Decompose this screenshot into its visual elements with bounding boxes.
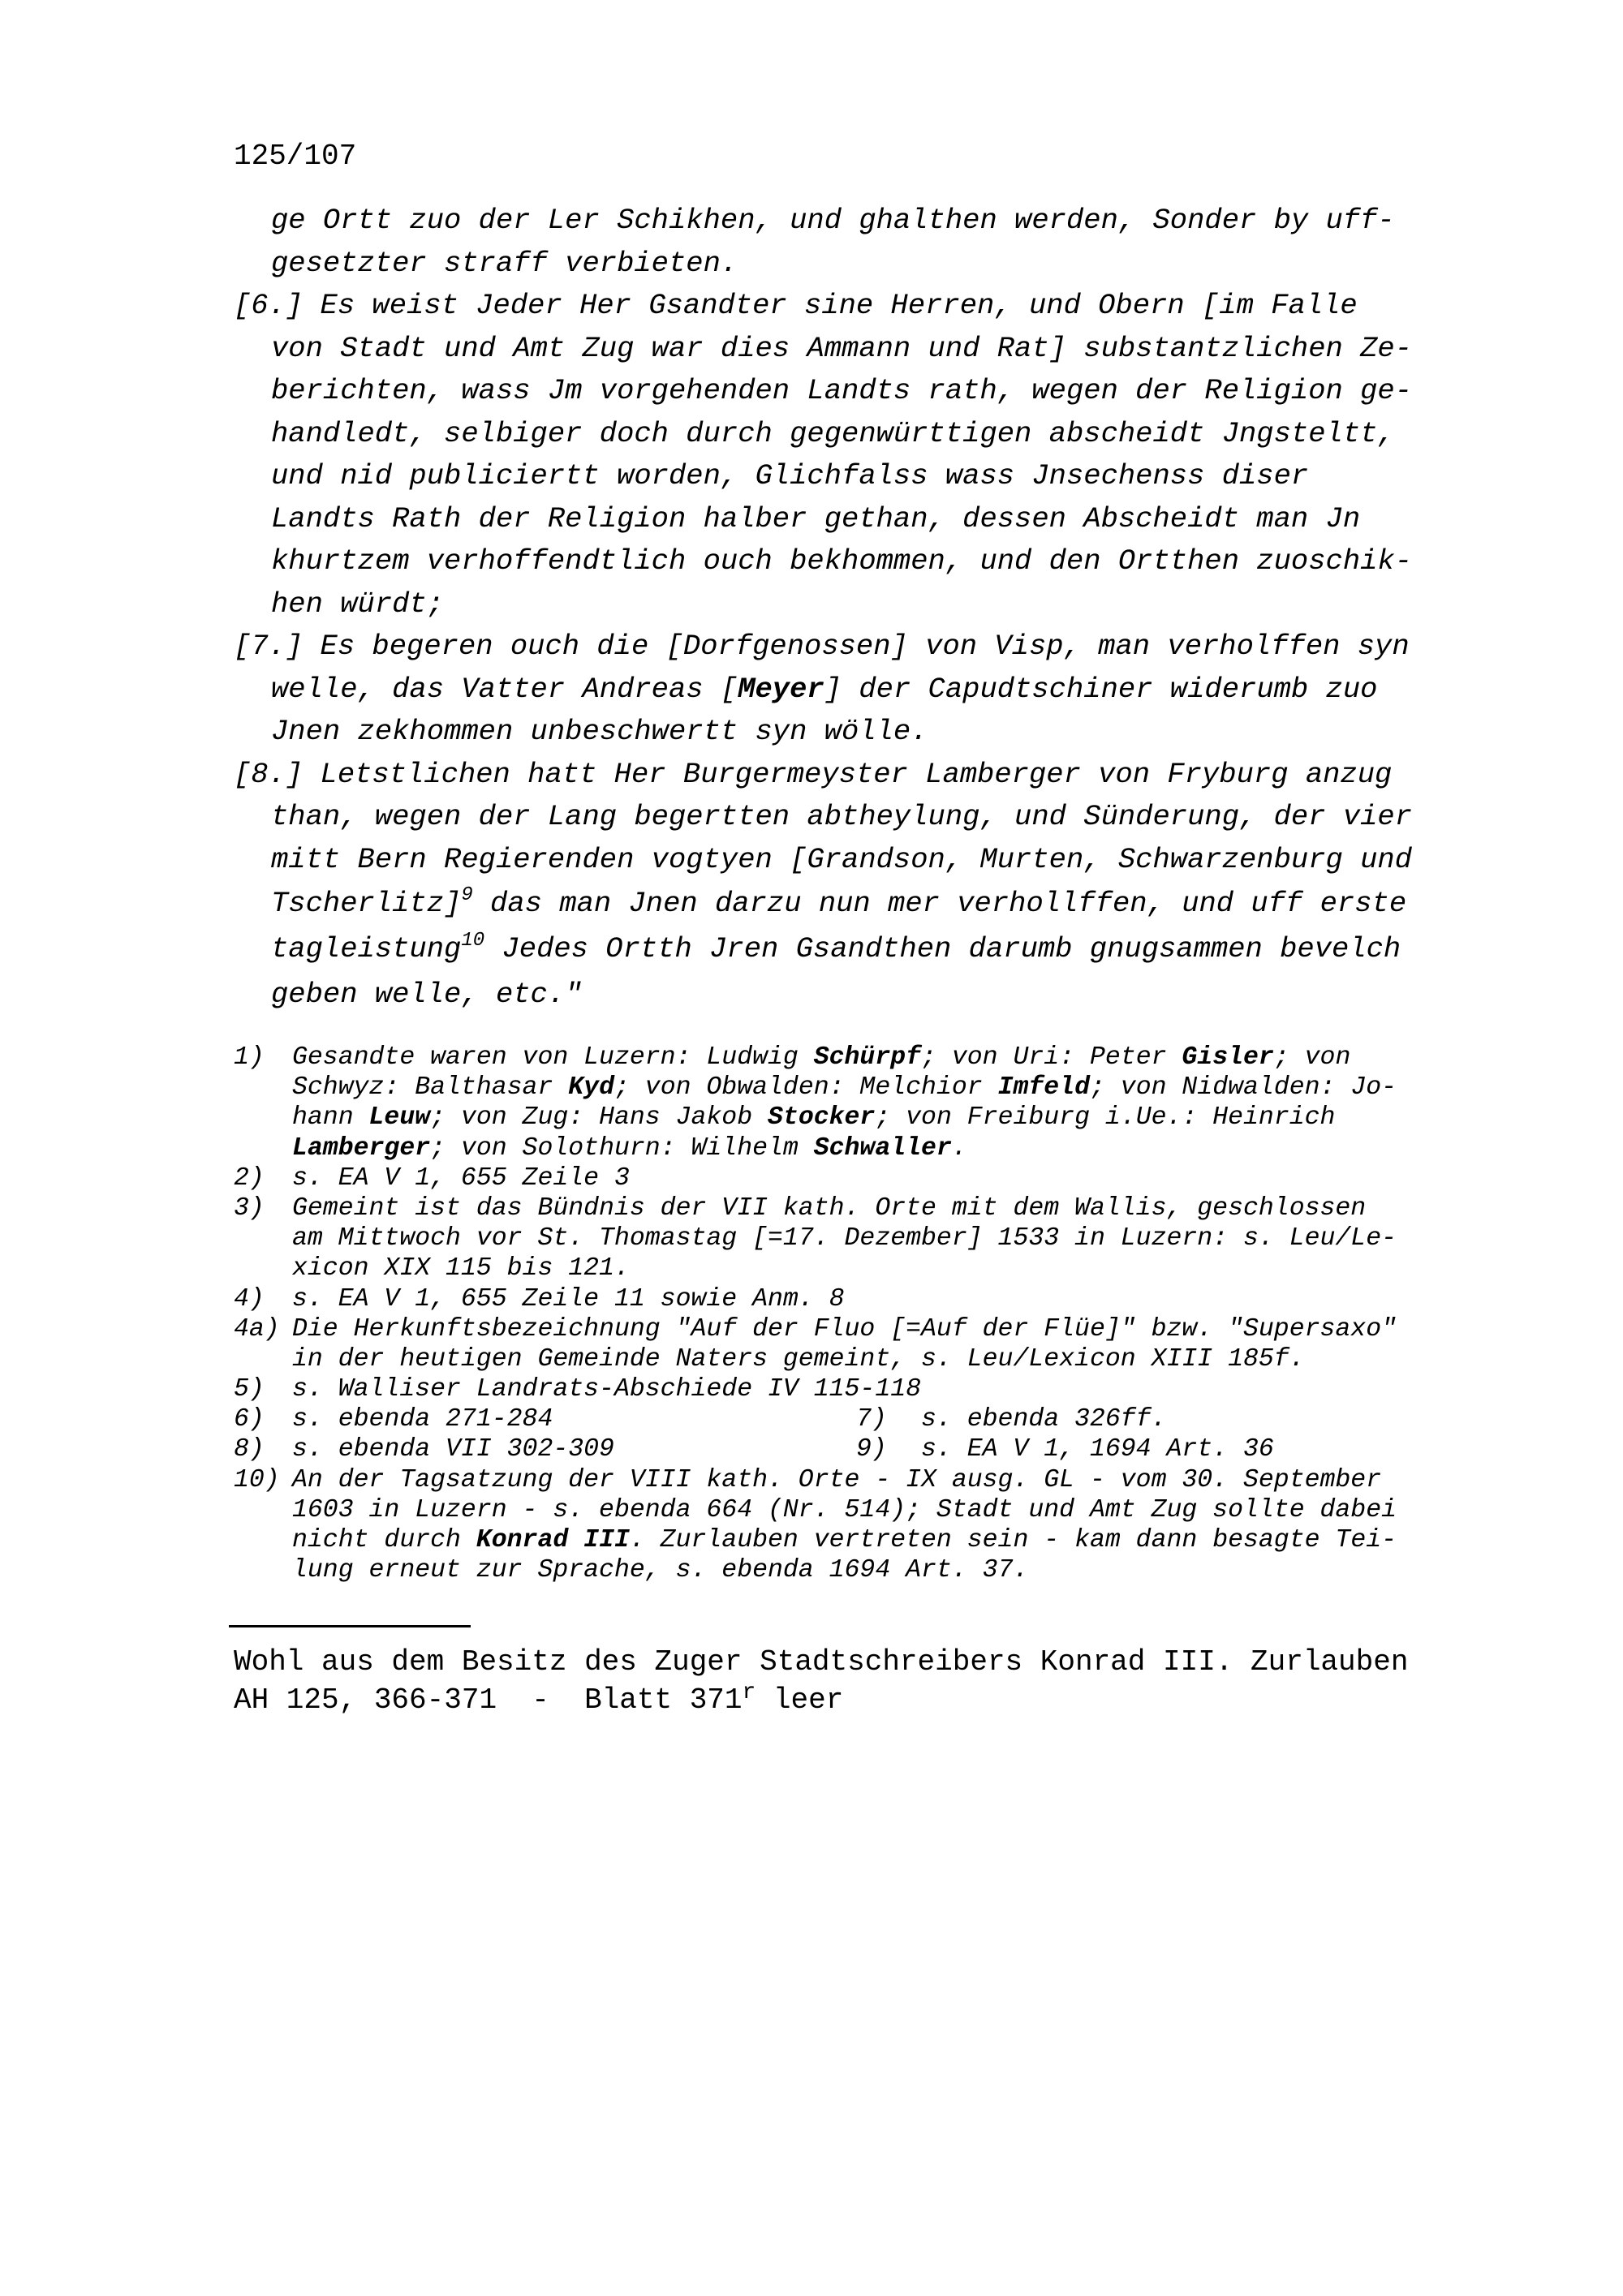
- text-run: ] der Capudtschiner widerumb zuo: [824, 672, 1378, 706]
- body-line: [234, 285, 1500, 328]
- footnote-text: [921, 1434, 1274, 1464]
- text-run: s. EA V 1, 655 Zeile 11 sowie Anm. 8: [292, 1284, 845, 1314]
- footnote-number: 10): [234, 1465, 280, 1494]
- footnote-line: [234, 1374, 1500, 1404]
- body-line: [234, 243, 1500, 286]
- text-run: mitt Bern Regierenden vogtyen [Grandson, Murten, Schwarzenburg und: [271, 842, 1413, 876]
- text-run: s. ebenda 326ff.: [921, 1405, 1167, 1434]
- footnote-line: [234, 1043, 1500, 1073]
- source-note-reference: AH 125, 366-371 - Blatt 371: [234, 1683, 743, 1717]
- footnote-line: [234, 1314, 1500, 1344]
- text-run: Die Herkunftsbezeichnung "Auf der Fluo [=Auf der Flüe]" bzw. "Supersaxo": [292, 1314, 1397, 1344]
- bold-name: Imfeld: [997, 1073, 1090, 1103]
- footnote-text: [292, 1253, 630, 1283]
- text-run: 1603 in Luzern - s. ebenda 664 (Nr. 514); Stadt und Amt Zug sollte dabei: [292, 1495, 1397, 1524]
- source-note-status: leer: [756, 1683, 844, 1717]
- footnote-text: [292, 1073, 1397, 1103]
- text-run: lung erneut zur Sprache, s. ebenda 1694 Art. 37.: [292, 1556, 1029, 1585]
- text-run: tagleistung: [271, 932, 462, 965]
- text-run: welle, das Vatter Andreas [: [271, 672, 738, 706]
- footnote-text: [292, 1223, 1397, 1253]
- footnote-text: [292, 1103, 1335, 1133]
- text-run: das man Jnen darzu nun mer verhollffen, und uff erste: [472, 887, 1407, 920]
- footnote-text: [292, 1344, 1305, 1374]
- body-line: [234, 583, 1500, 626]
- footnote-line: [234, 1434, 1500, 1464]
- footnote-text: [292, 1193, 1366, 1223]
- footnote-line: [234, 1525, 1500, 1555]
- footnotes: [234, 1043, 1500, 1585]
- text-run: [7.] Es begeren ouch die [Dorfgenossen] von Visp, man verholffen syn: [234, 630, 1410, 663]
- text-run: hann: [292, 1103, 369, 1133]
- text-run: ; von Uri: Peter: [921, 1043, 1182, 1072]
- text-run: ; von Nidwalden: Jo-: [1089, 1073, 1397, 1103]
- footnote-number: 8): [234, 1435, 265, 1464]
- footnote-line: [234, 1103, 1500, 1133]
- text-run: handledt, selbiger doch durch gegenwürttigen abscheidt Jngsteltt,: [271, 416, 1395, 450]
- bold-name: Kyd: [568, 1073, 614, 1103]
- text-run: ; von Zug: Hans Jakob: [430, 1103, 768, 1133]
- text-run: hen würdt;: [271, 587, 445, 621]
- text-run: Jedes Ortth Jren Gsandthen darumb gnugsammen bevelch: [484, 932, 1401, 965]
- text-run: [8.] Letstlichen hatt Her Burgermeyster Lamberger von Fryburg anzug: [234, 757, 1393, 791]
- footnote-text: [292, 1133, 967, 1163]
- body-line: [234, 754, 1500, 797]
- text-run: Gemeint ist das Bündnis der VII kath. Orte mit dem Wallis, geschlossen: [292, 1193, 1367, 1223]
- footnote-line: [234, 1284, 1500, 1314]
- footnote-text: [292, 1465, 1381, 1495]
- text-run: s. ebenda 271-284: [292, 1405, 553, 1434]
- body-line: [234, 455, 1500, 498]
- body-line: [234, 972, 1500, 1017]
- source-note-line-1: Wohl aus dem Besitz des Zuger Stadtschreibers Konrad III. Zurlauben: [234, 1645, 1409, 1679]
- body-line: [234, 839, 1500, 882]
- text-run: am Mittwoch vor St. Thomastag [=17. Dezember] 1533 in Luzern: s. Leu/Le-: [292, 1224, 1397, 1253]
- footnote-text: [292, 1555, 1028, 1585]
- text-run: ge Ortt zuo der Ler Schikhen, und ghalthen werden, Sonder by uff-: [271, 204, 1395, 237]
- text-run: und nid publiciertt worden, Glichfalss wass Jnsechenss diser: [271, 459, 1309, 492]
- text-run: An der Tagsatzung der VIII kath. Orte - IX ausg. GL - vom 30. September: [292, 1465, 1382, 1494]
- text-run: ; von Obwalden: Melchior: [613, 1073, 998, 1103]
- body-line: [234, 498, 1500, 541]
- source-note-recto-superscript: r: [742, 1680, 756, 1705]
- body-line: [234, 796, 1500, 839]
- text-run: s. Walliser Landrats-Abschiede IV 115-118: [292, 1375, 922, 1404]
- text-run: ; von Solothurn: Wilhelm: [430, 1133, 814, 1163]
- text-run: Schwyz: Balthasar: [292, 1073, 569, 1103]
- footnote-number: 6): [234, 1405, 265, 1434]
- footnote-text: [292, 1434, 614, 1464]
- text-run: .: [951, 1133, 967, 1163]
- text-run: nicht durch: [292, 1526, 476, 1554]
- footnote-number: 2): [234, 1163, 265, 1193]
- footnote-line: [234, 1133, 1500, 1163]
- footnote-line: [234, 1073, 1500, 1103]
- text-run: in der heutigen Gemeinde Naters gemeint, s. Leu/Lexicon XIII 185f.: [292, 1344, 1305, 1374]
- text-run: Gesandte waren von Luzern: Ludwig: [292, 1043, 814, 1072]
- text-run: than, wegen der Lang begertten abtheylung, und Sünderung, der vier: [271, 800, 1413, 833]
- text-run: Landts Rath der Religion halber gethan, dessen Abscheidt man Jn: [271, 501, 1361, 535]
- text-run: . Zurlauben vertreten sein - kam dann besagte Tei-: [629, 1526, 1397, 1554]
- text-run: ; von: [1273, 1043, 1351, 1072]
- footnote-line: [234, 1253, 1500, 1283]
- footnote-line: [234, 1223, 1500, 1253]
- text-run: xicon XIX 115 bis 121.: [292, 1254, 630, 1283]
- text-run: von Stadt und Amt Zug war dies Ammann und Rat] substantzlichen Ze-: [271, 331, 1413, 365]
- body-line: [234, 881, 1500, 927]
- text-run: ; von Freiburg i.Ue.: Heinrich: [875, 1103, 1336, 1133]
- body-line: [234, 927, 1500, 972]
- footnote-text: [292, 1525, 1397, 1555]
- bold-name: Leuw: [368, 1103, 431, 1133]
- footnote-text: [292, 1374, 921, 1404]
- body-line: [234, 626, 1500, 669]
- source-note-line-2: [234, 1681, 1408, 1719]
- text-run: berichten, wass Jm vorgehenden Landts rath, wegen der Religion ge-: [271, 374, 1413, 407]
- footnote-text: [292, 1404, 553, 1434]
- text-run: Jnen zekhommen unbeschwertt syn wölle.: [271, 715, 928, 748]
- footnote-number: 1): [234, 1043, 265, 1072]
- body-line: [234, 413, 1500, 456]
- text-run: [6.] Es weist Jeder Her Gsandter sine Herren, und Obern [im Falle: [234, 289, 1358, 322]
- footnote-text: [921, 1404, 1166, 1434]
- note-reference-superscript: 10: [461, 930, 485, 952]
- footnote-number: 5): [234, 1375, 265, 1404]
- text-run: geben welle, etc.": [271, 978, 583, 1011]
- footnote-line: [234, 1404, 1500, 1434]
- footnote-line: [234, 1193, 1500, 1223]
- bold-name: Stocker: [768, 1103, 876, 1133]
- footnote-text: [292, 1043, 1350, 1073]
- footnote-line: [234, 1163, 1500, 1193]
- bold-name: Schürpf: [813, 1043, 922, 1072]
- footnote-number: 4a): [234, 1314, 280, 1344]
- source-note: [234, 1643, 1408, 1719]
- text-run: khurtzem verhoffendtlich ouch bekhommen, und den Ortthen zuoschik-: [271, 544, 1413, 578]
- footnote-line: [234, 1495, 1500, 1525]
- text-run: Tscherlitz]: [271, 887, 462, 920]
- note-reference-superscript: 9: [461, 884, 473, 906]
- footnote-number: 7): [856, 1405, 887, 1434]
- text-run: gesetzter straff verbieten.: [271, 246, 738, 280]
- body-line: [234, 328, 1500, 371]
- bold-name: Konrad III: [476, 1526, 630, 1554]
- text-run: s. EA V 1, 655 Zeile 3: [292, 1163, 630, 1193]
- bold-name: Gisler: [1182, 1043, 1274, 1072]
- footnote-number: 3): [234, 1193, 265, 1223]
- body-line: [234, 200, 1500, 243]
- body-line: [234, 540, 1500, 583]
- footnote-separator-rule: [229, 1625, 471, 1627]
- footnote-text: [292, 1314, 1397, 1344]
- text-run: s. ebenda VII 302-309: [292, 1435, 614, 1464]
- footnote-line: [234, 1344, 1500, 1374]
- text-run: s. EA V 1, 1694 Art. 36: [921, 1435, 1274, 1464]
- footnote-text: [292, 1163, 630, 1193]
- page-number: 125/107: [234, 140, 357, 173]
- footnote-line: [234, 1465, 1500, 1495]
- bold-name: Schwaller: [813, 1133, 952, 1163]
- footnote-number: 4): [234, 1284, 265, 1314]
- document-body: [234, 200, 1500, 1017]
- body-line: [234, 370, 1500, 413]
- body-line: [234, 669, 1500, 712]
- body-line: [234, 711, 1500, 754]
- footnote-number: 9): [856, 1435, 887, 1464]
- bold-name: Lamberger: [292, 1133, 431, 1163]
- footnote-line: [234, 1555, 1500, 1585]
- footnote-text: [292, 1284, 845, 1314]
- footnote-text: [292, 1495, 1397, 1525]
- bold-name: Meyer: [738, 672, 824, 706]
